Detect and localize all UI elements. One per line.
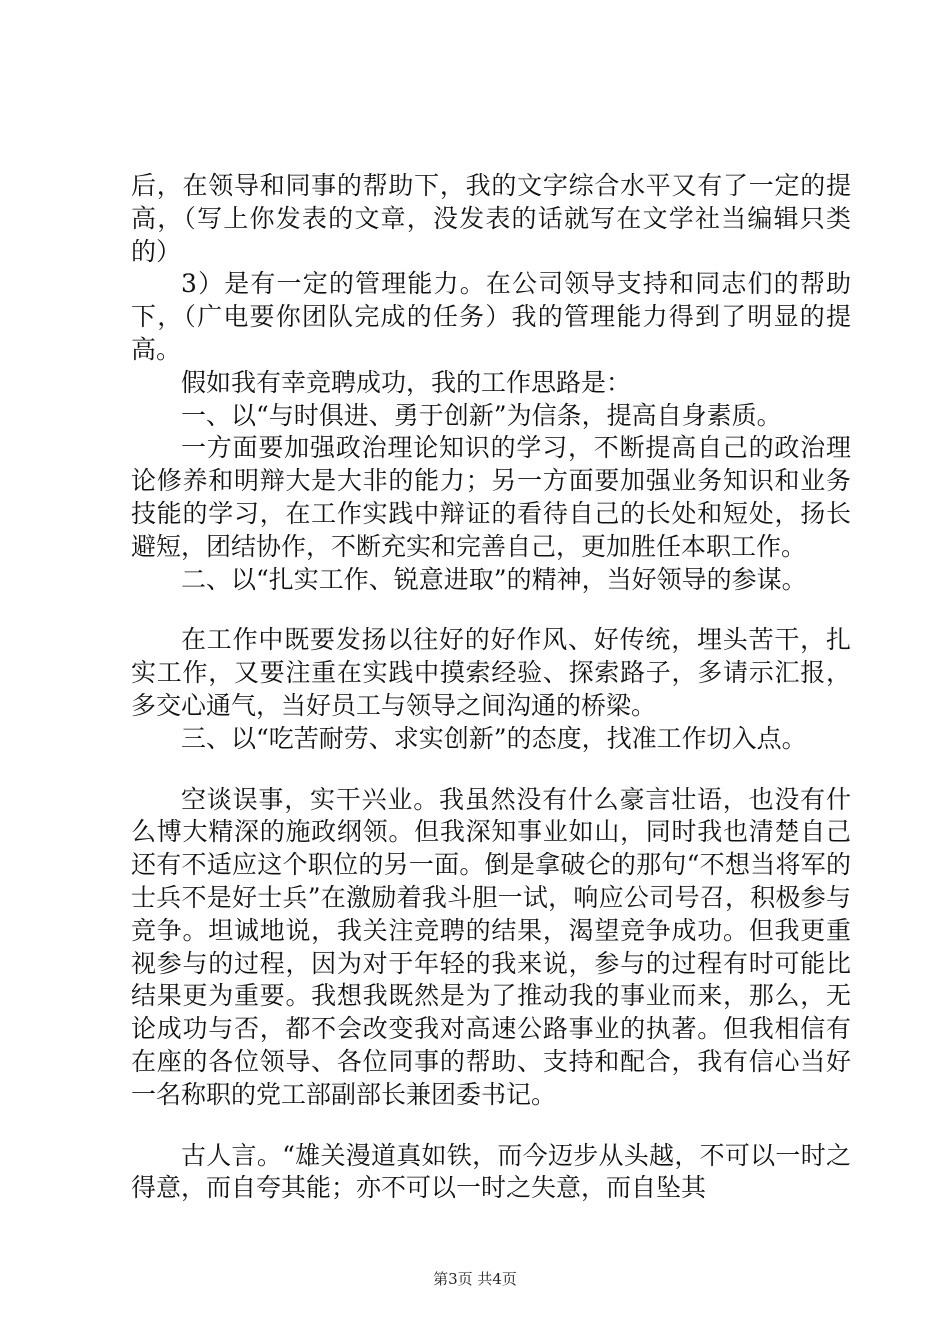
paragraph-heading: 三、以“吃苦耐劳、求实创新”的态度，找准工作切入点。 bbox=[181, 723, 807, 753]
paragraph: 在工作中既要发扬以往好的好作风、好传统，埋头苦干，扎实工作，又要注重在实践中摸索经验、探索路子，多请示汇报，多交心通气，当好员工与领导之间沟通的桥梁。 bbox=[131, 625, 851, 720]
paragraph-heading: 一、以“与时俱进、勇于创新”为信条，提高自身素质。 bbox=[181, 400, 782, 430]
blank-line bbox=[131, 756, 851, 784]
paragraph: 空谈误事，实干兴业。我虽然没有什么豪言壮语，也没有什么博大精深的施政纲领。但我深知事业如山，同时我也清楚自己还有不适应这个职位的另一面。倒是拿破仑的那句“不想当将军的士兵不是好士兵”在激励着我斗胆一试，响应公司号召，积极参与竞争。坦诚地说，我关注竞聘的结果，渴望竞争成功。但我更重视参与的过程，因为对于年轻的我来说，参与的过程有时可能比结果更为重要。我想我既然是为了推动我的事业而来，那么，无论成功与否，都不会改变我对高速公路事业的执著。但我相信有在座的各位领导、各位同事的帮助、支持和配合，我有信心当好一名称职的党工部副部长兼团委书记。 bbox=[131, 784, 851, 1109]
paragraph: 后，在领导和同事的帮助下，我的文字综合水平又有了一定的提高，（写上你发表的文章，没发表的话就写在文学社当编辑只类的） bbox=[131, 171, 851, 266]
paragraph-heading: 二、以“扎实工作、锐意进取”的精神，当好领导的参谋。 bbox=[181, 564, 807, 594]
blank-line bbox=[131, 1112, 851, 1140]
paragraph: 一方面要加强政治理论知识的学习，不断提高自己的政治理论修养和明辩大是大非的能力；另一方面要加强业务知识和业务技能的学习，在工作实践中辩证的看待自己的长处和短处，扬长避短，团结协作，不断充实和完善自己，更加胜任本职工作。 bbox=[131, 433, 851, 561]
blank-line bbox=[131, 596, 851, 624]
paragraph: 假如我有幸竞聘成功，我的工作思路是： bbox=[181, 367, 632, 397]
paragraph: 古人言。“雄关漫道真如铁，而今迈步从头越，不可以一时之得意，而自夸其能；亦不可以一时之失意，而自坠其 bbox=[131, 1140, 851, 1203]
document-body bbox=[131, 170, 851, 1205]
page-number: 第3页 共4页 bbox=[433, 1270, 517, 1288]
paragraph: 3）是有一定的管理能力。在公司领导支持和同志们的帮助下，（广电要你团队完成的任务）我的管理能力得到了明显的提高。 bbox=[131, 269, 851, 364]
